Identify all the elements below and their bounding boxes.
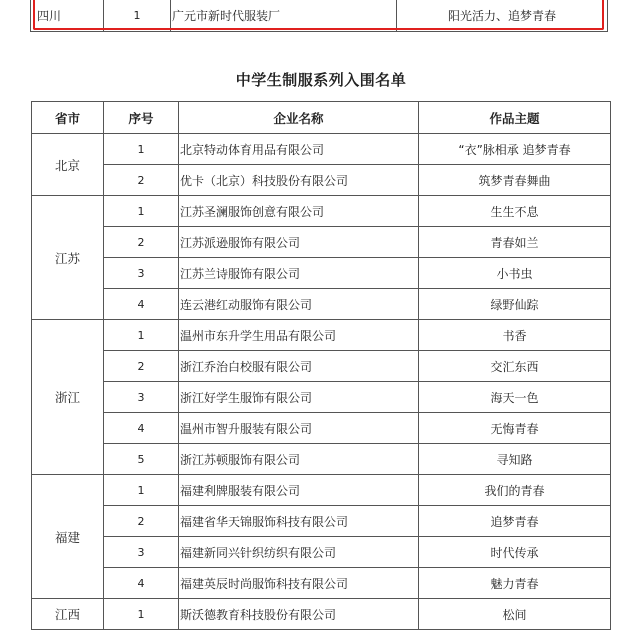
theme-cell: 追梦青春 bbox=[419, 506, 611, 537]
number-cell: 5 bbox=[104, 444, 179, 475]
theme-cell: 绿野仙踪 bbox=[419, 289, 611, 320]
table-row bbox=[32, 537, 611, 568]
table-row bbox=[32, 289, 611, 320]
header-number: 序号 bbox=[104, 102, 179, 134]
theme-cell: 阳光活力、追梦青春 bbox=[447, 9, 556, 23]
company-cell: 福建利牌服装有限公司 bbox=[179, 475, 419, 506]
number-cell: 4 bbox=[104, 413, 179, 444]
number-cell: 3 bbox=[104, 382, 179, 413]
number-cell: 3 bbox=[104, 258, 179, 289]
theme-cell: 我们的青春 bbox=[419, 475, 611, 506]
number-cell: 2 bbox=[104, 227, 179, 258]
table-row bbox=[31, 0, 607, 31]
previous-table-row bbox=[31, 0, 607, 31]
company-cell: 优卡（北京）科技股份有限公司 bbox=[179, 165, 419, 196]
table-header-row bbox=[32, 102, 611, 134]
table-row bbox=[32, 227, 611, 258]
table-row bbox=[32, 134, 611, 165]
company-cell: 斯沃德教育科技股份有限公司 bbox=[179, 599, 419, 630]
number-cell: 1 bbox=[104, 599, 179, 630]
table-row bbox=[32, 196, 611, 227]
number-cell: 1 bbox=[104, 475, 179, 506]
table-row bbox=[32, 351, 611, 382]
number-cell: 2 bbox=[104, 351, 179, 382]
company-cell: 连云港红动服饰有限公司 bbox=[179, 289, 419, 320]
table-row bbox=[32, 258, 611, 289]
theme-cell: 青春如兰 bbox=[419, 227, 611, 258]
table-row bbox=[32, 320, 611, 351]
number-cell: 1 bbox=[104, 320, 179, 351]
table-row bbox=[32, 475, 611, 506]
theme-cell: 魅力青春 bbox=[419, 568, 611, 599]
header-company: 企业名称 bbox=[179, 102, 419, 134]
company-cell: 福建新同兴针织纺织有限公司 bbox=[179, 537, 419, 568]
province-cell: 浙江 bbox=[32, 320, 104, 475]
number-cell: 3 bbox=[104, 537, 179, 568]
company-cell: 福建英辰时尚服饰科技有限公司 bbox=[179, 568, 419, 599]
province-cell: 江西 bbox=[32, 599, 104, 630]
table-row bbox=[32, 165, 611, 196]
theme-cell: 寻知路 bbox=[419, 444, 611, 475]
theme-cell: 小书虫 bbox=[419, 258, 611, 289]
finalist-table bbox=[31, 101, 611, 630]
company-cell: 温州市东升学生用品有限公司 bbox=[179, 320, 419, 351]
header-province: 省市 bbox=[32, 102, 104, 134]
company-cell: 福建省华天锦服饰科技有限公司 bbox=[179, 506, 419, 537]
number-cell: 4 bbox=[104, 568, 179, 599]
province-cell: 四川 bbox=[31, 0, 104, 31]
header-theme: 作品主题 bbox=[419, 102, 611, 134]
table-row bbox=[32, 599, 611, 630]
company-cell: 浙江乔治白校服有限公司 bbox=[179, 351, 419, 382]
company-cell: 温州市智升服装有限公司 bbox=[179, 413, 419, 444]
company-cell: 北京特动体育用品有限公司 bbox=[179, 134, 419, 165]
company-cell: 江苏派逊服饰有限公司 bbox=[179, 227, 419, 258]
company-cell: 浙江好学生服饰有限公司 bbox=[179, 382, 419, 413]
company-cell: 广元市新时代服装厂 bbox=[171, 0, 397, 31]
number-cell: 1 bbox=[104, 134, 179, 165]
number-cell: 1 bbox=[104, 0, 171, 31]
theme-cell: 筑梦青春舞曲 bbox=[419, 165, 611, 196]
number-cell: 1 bbox=[104, 196, 179, 227]
table-row bbox=[32, 568, 611, 599]
number-cell: 4 bbox=[104, 289, 179, 320]
company-cell: 浙江苏顿服饰有限公司 bbox=[179, 444, 419, 475]
theme-cell: 松间 bbox=[419, 599, 611, 630]
theme-cell: 无悔青春 bbox=[419, 413, 611, 444]
table-row bbox=[32, 413, 611, 444]
theme-cell: 交汇东西 bbox=[419, 351, 611, 382]
province-cell: 北京 bbox=[32, 134, 104, 196]
table-row bbox=[32, 382, 611, 413]
province-cell: 江苏 bbox=[32, 196, 104, 320]
province-cell: 福建 bbox=[32, 475, 104, 599]
theme-cell: 生生不息 bbox=[419, 196, 611, 227]
table-row bbox=[32, 444, 611, 475]
number-cell: 2 bbox=[104, 165, 179, 196]
section-title: 中学生制服系列入围名单 bbox=[235, 71, 407, 89]
table-body bbox=[32, 134, 611, 630]
previous-table-fragment bbox=[30, 0, 608, 32]
company-cell: 江苏圣澜服饰创意有限公司 bbox=[179, 196, 419, 227]
company-cell: 江苏兰诗服饰有限公司 bbox=[179, 258, 419, 289]
theme-cell: 海天一色 bbox=[419, 382, 611, 413]
theme-cell: 书香 bbox=[419, 320, 611, 351]
number-cell: 2 bbox=[104, 506, 179, 537]
table-row bbox=[32, 506, 611, 537]
theme-cell: 时代传承 bbox=[419, 537, 611, 568]
theme-cell: “衣”脉相承 追梦青春 bbox=[419, 134, 611, 165]
